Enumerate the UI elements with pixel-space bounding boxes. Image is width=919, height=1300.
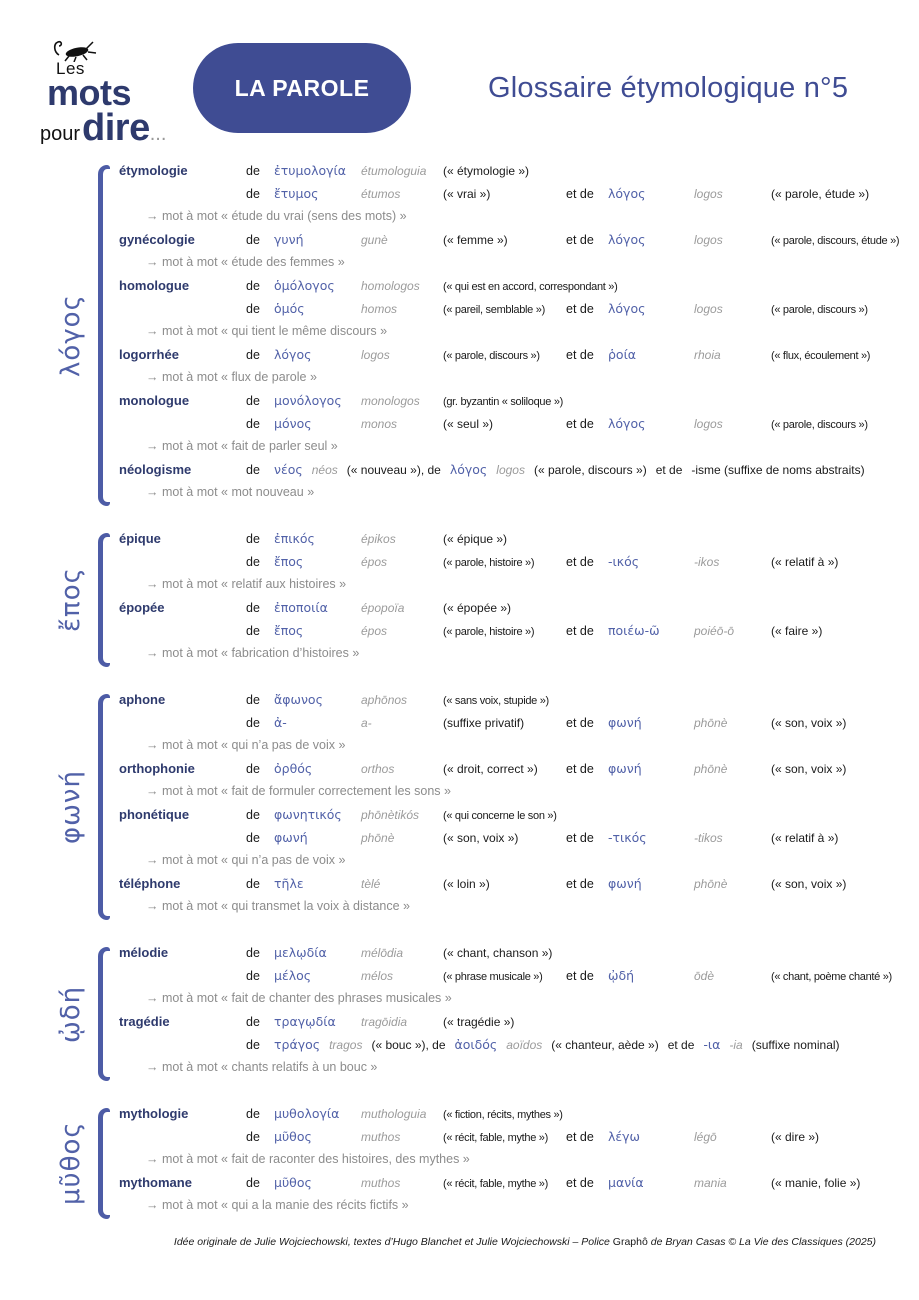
connective: de (246, 946, 260, 960)
literal-meaning-row (119, 255, 913, 278)
gloss: (« parole, discours ») (771, 419, 868, 431)
gloss: (« épique ») (443, 532, 508, 546)
transliteration: logos (694, 417, 723, 431)
literal-meaning: → mot à mot « fait de parler seul » (146, 439, 338, 453)
gloss: (« pareil, semblable ») (443, 304, 545, 316)
literal-meaning-row (119, 485, 913, 508)
section-greek-label: ἔπος (56, 567, 86, 633)
gloss: (« seul ») (443, 417, 494, 431)
transliteration: -tikos (694, 831, 723, 845)
connective: de (246, 1015, 260, 1029)
literal-meaning: → mot à mot « étude des femmes » (146, 255, 345, 269)
entry-row (119, 531, 913, 554)
transliteration: gunè (361, 233, 388, 247)
literal-meaning-row (119, 370, 913, 393)
logo-ellipsis: ... (149, 123, 167, 146)
connective: et de (566, 831, 594, 845)
logo-word-dire: dire (82, 107, 150, 150)
transliteration: a- (361, 716, 372, 730)
gloss: (« parole, discours ») (533, 463, 647, 477)
greek-term: ἀοιδός (454, 1037, 498, 1052)
headword: homologue (119, 278, 190, 293)
transliteration: épikos (361, 532, 396, 546)
glossary-section (44, 945, 913, 1083)
transliteration: monos (361, 417, 398, 431)
greek-term: φωνή (274, 830, 308, 845)
gloss: (« phrase musicale ») (443, 971, 543, 983)
greek-term: λόγος (608, 301, 646, 316)
greek-term: τραγῳδία (274, 1014, 336, 1029)
transliteration: phōnè (361, 831, 395, 845)
gloss: (« sans voix, stupide ») (443, 695, 549, 707)
entry-row (119, 600, 913, 623)
greek-term: τῆλε (274, 876, 304, 891)
transliteration: logos (361, 348, 390, 362)
logo-word-pour: pour (40, 123, 81, 146)
greek-term: ἔπος (274, 554, 304, 569)
logo-word-mots: mots (47, 72, 132, 114)
section-entries (119, 531, 913, 669)
transliteration: étumologuia (361, 164, 427, 178)
literal-meaning-row (119, 209, 913, 232)
literal-meaning: → mot à mot « étude du vrai (sens des mots) » (146, 209, 407, 223)
connective: et de (566, 555, 594, 569)
greek-term: μῦθος (274, 1129, 312, 1144)
connective: et de (566, 233, 594, 247)
transliteration: phōnè (694, 716, 728, 730)
section-bracket (98, 947, 110, 1081)
greek-term: γυνή (274, 232, 304, 247)
section-entries (119, 945, 913, 1083)
transliteration: homologos (361, 279, 420, 293)
greek-term: ῥοία (608, 347, 637, 362)
connective: et de (566, 624, 594, 638)
transliteration: étumos (361, 187, 401, 201)
literal-meaning-row (119, 1060, 913, 1083)
section-entries (119, 163, 913, 508)
transliteration: néos (311, 463, 338, 477)
literal-meaning-row (119, 1198, 913, 1221)
section-bracket (98, 533, 110, 667)
greek-term: μῦθος (274, 1175, 312, 1190)
connective: de (246, 555, 260, 569)
entry-row (119, 462, 913, 485)
entry-row (119, 554, 913, 577)
transliteration: logos (694, 187, 723, 201)
theme-badge-label: LA PAROLE (234, 74, 370, 101)
credits-text-1: Idée originale de Julie Wojciechowski, textes d’Hugo Blanchet et Julie Wojciechowski – Police (173, 1236, 613, 1248)
literal-meaning: → mot à mot « chants relatifs à un bouc » (146, 1060, 378, 1074)
gloss: (« vrai ») (443, 187, 491, 201)
gloss: (« nouveau »), de (346, 463, 441, 477)
entry-row (119, 692, 913, 715)
credits-text-2: de Bryan Casas © La Vie des Classiques (2025) (647, 1236, 876, 1248)
transliteration: poiéō-ō (694, 624, 735, 638)
literal-meaning-row (119, 324, 913, 347)
transliteration: homos (361, 302, 398, 316)
section-greek-label: φωνή (56, 770, 86, 844)
headword: monologue (119, 393, 190, 408)
connective: et de (566, 302, 594, 316)
connective: de (246, 463, 260, 477)
headword: aphone (119, 692, 166, 707)
literal-meaning: → mot à mot « mot nouveau » (146, 485, 315, 499)
transliteration: rhoia (694, 348, 721, 362)
entry-row (119, 807, 913, 830)
connective: de (246, 348, 260, 362)
transliteration: légō (694, 1130, 717, 1144)
literal-meaning-row (119, 991, 913, 1014)
literal-meaning: → mot à mot « qui a la manie des récits fictifs » (146, 1198, 409, 1212)
greek-term: λόγος (274, 347, 312, 362)
literal-meaning: → mot à mot « relatif aux histoires » (146, 577, 347, 591)
connective: et de (566, 417, 594, 431)
entry-row (119, 945, 913, 968)
literal-meaning: → mot à mot « fait de formuler correctement les sons » (146, 784, 451, 798)
transliteration: mélos (361, 969, 394, 983)
connective: de (246, 394, 260, 408)
transliteration: épos (361, 624, 388, 638)
literal-meaning-row (119, 439, 913, 462)
literal-meaning: → mot à mot « qui n’a pas de voix » (146, 738, 346, 752)
credits-font-name: Graphô (612, 1236, 648, 1248)
glossary-sections (44, 163, 913, 1244)
entry-row (119, 301, 913, 324)
greek-term: ἔτυμος (274, 186, 319, 201)
greek-term: ἔπος (274, 623, 304, 638)
connective: et de (566, 969, 594, 983)
connective: de (246, 831, 260, 845)
gloss: (« parole, étude ») (771, 187, 870, 201)
section-entries (119, 1106, 913, 1221)
greek-term: -τικός (608, 830, 647, 845)
connective: de (246, 1038, 260, 1052)
connective: de (246, 1107, 260, 1121)
literal-meaning: → mot à mot « qui transmet la voix à distance » (146, 899, 411, 913)
literal-meaning: → mot à mot « flux de parole » (146, 370, 317, 384)
gloss: (« chant, chanson ») (443, 946, 553, 960)
headword: épique (119, 531, 161, 546)
logo-les-mots-pour-dire (40, 36, 190, 150)
transliteration: tèlé (361, 877, 381, 891)
greek-term: μυθολογία (274, 1106, 340, 1121)
connective: de (246, 877, 260, 891)
greek-term: ὀρθός (274, 761, 313, 776)
gloss: (« chanteur, aède ») (551, 1038, 659, 1052)
entry-row (119, 715, 913, 738)
headword: téléphone (119, 876, 181, 891)
transliteration: logos (694, 233, 723, 247)
entry-row (119, 761, 913, 784)
literal-meaning: → mot à mot « qui tient le même discours » (146, 324, 388, 338)
greek-term: λέγω (608, 1129, 641, 1144)
connective: de (246, 693, 260, 707)
connective: et de (566, 348, 594, 362)
transliteration: épos (361, 555, 388, 569)
connective: de (246, 417, 260, 431)
connective: de (246, 164, 260, 178)
literal-meaning-row (119, 1152, 913, 1175)
gloss: (« femme ») (443, 233, 508, 247)
connective: de (246, 808, 260, 822)
greek-term: μόνος (274, 416, 312, 431)
transliteration: tragōidia (361, 1015, 408, 1029)
greek-term: φωνή (608, 761, 642, 776)
cricket-icon (52, 36, 98, 62)
headword: épopée (119, 600, 165, 615)
headword: étymologie (119, 163, 188, 178)
connective: et de (566, 187, 594, 201)
entry-row (119, 623, 913, 646)
gloss: (« relatif à ») (771, 831, 839, 845)
transliteration: muthos (361, 1130, 401, 1144)
transliteration: ōdè (694, 969, 715, 983)
transliteration: logos (496, 463, 525, 477)
greek-term: νέος (274, 462, 303, 477)
glossary-section (44, 163, 913, 508)
gloss: (« relatif à ») (771, 555, 839, 569)
entry-row (119, 1014, 913, 1037)
connective: de (246, 279, 260, 293)
gloss: (« manie, folie ») (771, 1176, 861, 1190)
headword: tragédie (119, 1014, 170, 1029)
gloss: et de (667, 1038, 695, 1052)
transliteration: phōnè (694, 762, 728, 776)
transliteration: aphōnos (361, 693, 408, 707)
greek-term: μελῳδία (274, 945, 327, 960)
headword: phonétique (119, 807, 190, 822)
greek-term: -ικός (608, 554, 640, 569)
connective: de (246, 762, 260, 776)
literal-meaning-row (119, 738, 913, 761)
gloss: (« parole, discours ») (771, 304, 868, 316)
gloss: (« loin ») (443, 877, 490, 891)
transliteration: aoïdos (506, 1038, 543, 1052)
gloss: (« chant, poème chanté ») (771, 971, 892, 983)
literal-meaning: → mot à mot « fabrication d’histoires » (146, 646, 360, 660)
transliteration: orthos (361, 762, 395, 776)
connective: de (246, 601, 260, 615)
logo-word-les: Les (56, 59, 85, 78)
section-greek-label: μῦθος (56, 1121, 86, 1206)
gloss: -isme (suffixe de noms abstraits) (691, 463, 865, 477)
greek-term: ὁμόλογος (274, 278, 335, 293)
entry-row (119, 876, 913, 899)
greek-term: ἄφωνος (274, 692, 323, 707)
transliteration: tragos (329, 1038, 363, 1052)
entry-row (119, 416, 913, 439)
section-greek-label: ᾠδή (56, 985, 86, 1043)
literal-meaning-row (119, 784, 913, 807)
page-title: Glossaire étymologique n°5 (488, 72, 849, 104)
connective: et de (566, 762, 594, 776)
section-bracket (98, 694, 110, 920)
gloss: (« qui est en accord, correspondant ») (443, 281, 618, 293)
theme-badge (193, 43, 411, 133)
gloss: (« qui concerne le son ») (443, 810, 557, 822)
connective: de (246, 969, 260, 983)
gloss: (« parole, discours ») (443, 350, 540, 362)
gloss: (gr. byzantin « soliloque ») (443, 396, 564, 408)
headword: gynécologie (119, 232, 195, 247)
gloss: (suffixe privatif) (443, 716, 525, 730)
transliteration: muthos (361, 1176, 401, 1190)
gloss: (« récit, fable, mythe ») (443, 1132, 548, 1144)
headword: orthophonie (119, 761, 195, 776)
transliteration: monologos (361, 394, 420, 408)
gloss: (« dire ») (771, 1130, 820, 1144)
transliteration: phōnè (694, 877, 728, 891)
greek-term: ἐποποιία (274, 600, 328, 615)
section-greek-label: λόγος (56, 294, 86, 377)
greek-term: ᾠδή (608, 968, 635, 983)
entry-row (119, 968, 913, 991)
glossary-section (44, 531, 913, 669)
gloss: (suffixe nominal) (751, 1038, 840, 1052)
transliteration: muthologuia (361, 1107, 427, 1121)
literal-meaning-row (119, 853, 913, 876)
transliteration: épopoïa (361, 601, 405, 615)
section-bracket (98, 165, 110, 506)
headword: néologisme (119, 462, 192, 477)
gloss: (« épopée ») (443, 601, 512, 615)
literal-meaning: → mot à mot « fait de raconter des histoires, des mythes » (146, 1152, 470, 1166)
headword: mélodie (119, 945, 169, 960)
gloss: (« faire ») (771, 624, 823, 638)
credits-line (174, 1236, 876, 1248)
entry-row (119, 347, 913, 370)
entry-row (119, 830, 913, 853)
entry-row (119, 232, 913, 255)
gloss: (« parole, discours, étude ») (771, 235, 900, 247)
entry-row (119, 186, 913, 209)
gloss: (« bouc »), de (371, 1038, 446, 1052)
gloss: (« parole, histoire ») (443, 557, 535, 569)
glossary-section (44, 692, 913, 922)
connective: et de (566, 877, 594, 891)
greek-term: μονόλογος (274, 393, 342, 408)
section-entries (119, 692, 913, 922)
gloss: (« son, voix ») (443, 831, 519, 845)
transliteration: logos (694, 302, 723, 316)
gloss: (« récit, fable, mythe ») (443, 1178, 548, 1190)
greek-term: λόγος (608, 232, 646, 247)
entry-row (119, 393, 913, 416)
gloss: (« son, voix ») (771, 877, 847, 891)
connective: de (246, 233, 260, 247)
gloss: (« son, voix ») (771, 716, 847, 730)
connective: de (246, 1176, 260, 1190)
entry-row (119, 163, 913, 186)
connective: de (246, 1130, 260, 1144)
literal-meaning-row (119, 577, 913, 600)
transliteration: mania (694, 1176, 727, 1190)
headword: logorrhée (119, 347, 179, 362)
connective: de (246, 532, 260, 546)
transliteration: -ia (729, 1038, 743, 1052)
greek-term: λόγος (608, 416, 646, 431)
transliteration: mélōdia (361, 946, 404, 960)
greek-term: μανία (608, 1175, 644, 1190)
greek-term: ἀ- (274, 715, 287, 730)
greek-term: -ια (703, 1037, 721, 1052)
connective: de (246, 716, 260, 730)
entry-row (119, 1106, 913, 1129)
entry-row (119, 1129, 913, 1152)
gloss: (« étymologie ») (443, 164, 530, 178)
greek-term: τράγος (274, 1037, 321, 1052)
gloss: (« son, voix ») (771, 762, 847, 776)
literal-meaning-row (119, 899, 913, 922)
greek-term: μέλος (274, 968, 312, 983)
literal-meaning: → mot à mot « qui n’a pas de voix » (146, 853, 346, 867)
connective: de (246, 187, 260, 201)
literal-meaning: → mot à mot « fait de chanter des phrases musicales » (146, 991, 452, 1005)
connective: et de (566, 1130, 594, 1144)
greek-term: ἐτυμολογία (274, 163, 347, 178)
entry-row (119, 1175, 913, 1198)
glossary-section (44, 1106, 913, 1221)
gloss: et de (655, 463, 683, 477)
gloss: (« fiction, récits, mythes ») (443, 1109, 563, 1121)
greek-term: λόγος (449, 462, 488, 477)
literal-meaning-row (119, 646, 913, 669)
greek-term: λόγος (608, 186, 646, 201)
headword: mythomane (119, 1175, 192, 1190)
greek-term: φωνή (608, 715, 642, 730)
greek-term: ποιέω-ῶ (608, 623, 660, 638)
gloss: (« droit, correct ») (443, 762, 538, 776)
gloss: (« flux, écoulement ») (771, 350, 871, 362)
section-bracket (98, 1108, 110, 1219)
gloss: (« parole, histoire ») (443, 626, 535, 638)
transliteration: -ikos (694, 555, 720, 569)
connective: et de (566, 1176, 594, 1190)
connective: et de (566, 716, 594, 730)
entry-row (119, 1037, 913, 1060)
headword: mythologie (119, 1106, 189, 1121)
greek-term: φωνή (608, 876, 642, 891)
greek-term: ἐπικός (274, 531, 315, 546)
transliteration: phōnètikós (361, 808, 420, 822)
connective: de (246, 624, 260, 638)
gloss: (« tragédie ») (443, 1015, 515, 1029)
connective: de (246, 302, 260, 316)
greek-term: ὁμός (274, 301, 305, 316)
greek-term: φωνητικός (274, 807, 342, 822)
entry-row (119, 278, 913, 301)
